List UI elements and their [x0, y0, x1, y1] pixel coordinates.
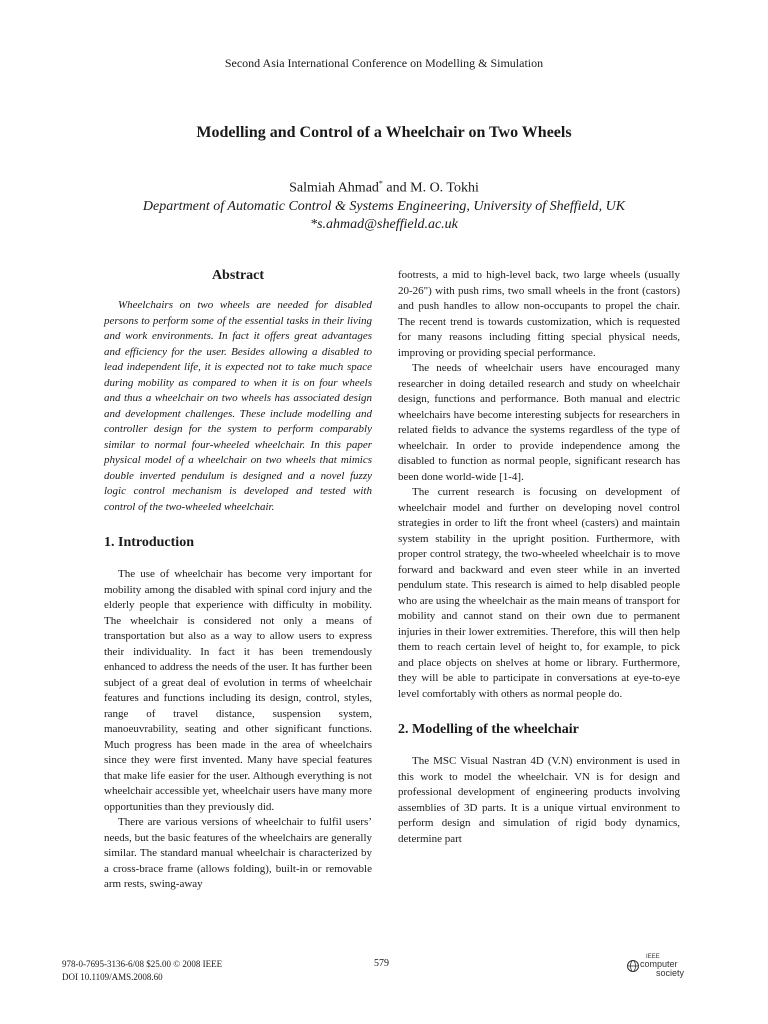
abstract-text: Wheelchairs on two wheels are needed for disabled persons to perform some of the essential tasks in their living and work environments. In fact it offers great advantages and efficiency for the user. Besides allowing a disabled to lead independent life, it is expected not to take much space during mobility as compared to when it is on four wheels and thus a wheelchair on two wheels has associated design and development challenges. These include modelling and controller design for the system to perform comparably similar to normal four-wheeled wheelchair. In this paper physical model of a wheelchair on two wheels that mimics double inverted pendulum is designed and a novel fuzzy logic control mechanism is developed and tested with control of the two-wheeled wheelchair.	[104, 299, 372, 513]
intro-paragraph-3: The needs of wheelchair users have encouraged many researcher in doing detailed research and study on wheelchair design, functions and performance. Both manual and electric wheelchairs have become interesting subjects for researchers in related fields to advance the systems regardless of the type of wheelchair. In order to provide independence among the disabled to function as normal people, significant research has been done world-wide [1-4].	[398, 362, 680, 483]
introduction-heading: 1. Introduction	[104, 535, 194, 550]
author-2: M. O. Tokhi	[410, 180, 479, 196]
authors	[0, 179, 768, 197]
ieee-computer-society-logo	[626, 954, 706, 980]
left-column	[104, 268, 372, 893]
intro-paragraph-1: The use of wheelchair has become very important for mobility among the disabled with spinal cord injury and the elderly people that experience with difficulty in mobility. The wheelchair is considered not only a means of transportation but also as a way to allow users to express their individuality. In fact it has been tremendously enhanced to address the needs of the user. It has further been subject of a great deal of evolution in terms of wheelchair features and functions including its design, control, styles, range of travel distance, suspension system, manoeuvrability, seating and other significant functions. Much progress has been made in the area of wheelchairs since they were first invented. Many have special features that make life easier for the user. Although everything is not wheelchair accessible yet, wheelchair users have many more opportunities than they previously did.	[104, 568, 372, 813]
page-number: 579	[374, 958, 389, 969]
author-1-mark: *	[378, 179, 383, 188]
doi-line: DOI 10.1109/AMS.2008.60	[62, 972, 163, 982]
isbn-line: 978-0-7695-3136-6/08 $25.00 © 2008 IEEE	[62, 959, 223, 969]
intro-paragraph-2: There are various versions of wheelchair to fulfil users’ needs, but the basic features of the wheelchairs are generally similar. The standard manual wheelchair is characterized by a cross-brace frame (allows folding), built-in or removable arm rests, swing-away	[104, 816, 372, 890]
affiliation: Department of Automatic Control & Systems Engineering, University of Sheffield, UK	[142, 199, 626, 214]
footer-left	[62, 958, 222, 984]
intro-paragraph-2-cont: footrests, a mid to high-level back, two large wheels (usually 20-26") with push rims, two small wheels in the front (castors) and push handles to allow non-occupants to propel the chair. The recent trend is towards customization, which is requested for many reasons including fitting special physical needs, improving or providing special performance.	[398, 269, 680, 359]
logo-computer: computer	[640, 959, 678, 969]
affiliation-block	[0, 198, 768, 234]
modelling-heading: 2. Modelling of the wheelchair	[398, 722, 579, 737]
paper-title: Modelling and Control of a Wheelchair on Two Wheels	[196, 124, 572, 141]
conference-header: Second Asia International Conference on Modelling & Simulation	[224, 56, 544, 70]
globe-icon	[626, 959, 640, 973]
email: *s.ahmad@sheffield.ac.uk	[310, 217, 458, 232]
modelling-paragraph-1: The MSC Visual Nastran 4D (V.N) environment is used in this work to model the wheelchair. VN is for design and professional development of engineering products involving assemblies of 3D parts. It is a unique virtual environment to perform design and simulation of rigid body dynamics, determine part	[398, 755, 680, 845]
right-column	[398, 268, 680, 847]
abstract-heading: Abstract	[211, 268, 265, 283]
logo-ieee: IEEE	[646, 954, 660, 960]
author-1: Salmiah Ahmad	[289, 180, 379, 196]
author-join: and	[382, 180, 411, 196]
logo-society: society	[656, 968, 685, 978]
intro-paragraph-4: The current research is focusing on development of wheelchair model and further on developing novel control strategies in order to lift the front wheel (casters) and maintain system stability in the upright position. Furthermore, with proper control strategy, the two-wheeled wheelchair is to move forward and backward and even steer while in an inverted pendulum state. This research is aimed to help disabled people who are using the wheelchair as the main means of transport for mobility and cannot stand on their own due to permanent injuries in their lower extremities. Therefore, this will then help them to reach certain level of height to, for example, to pick and place objects on shelves at home or library. Furthermore, they will be able to participate in conversations at eye-to-eye level comfortably with others as normal people do.	[398, 486, 680, 700]
